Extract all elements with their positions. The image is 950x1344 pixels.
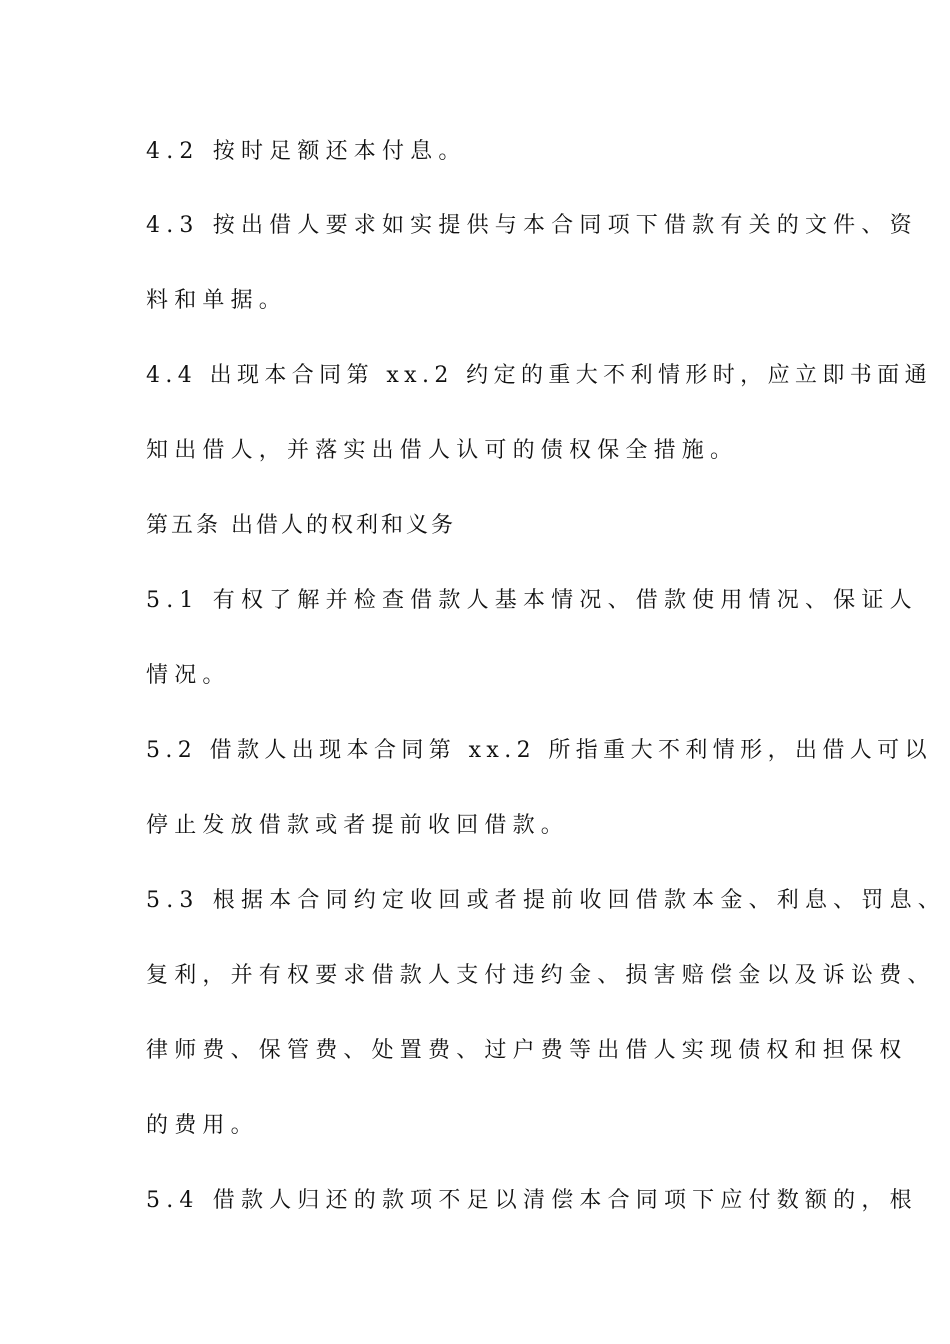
clause-5-4-line-1: 5.4 借款人归还的款项不足以清偿本合同项下应付数额的，根 [146, 1188, 918, 1213]
article-5-heading: 第五条 出借人的权利和义务 [146, 513, 456, 538]
clause-5-3-line-3: 律师费、保管费、处置费、过户费等出借人实现债权和担保权 [146, 1038, 908, 1063]
clause-4-4-line-1: 4.4 出现本合同第 xx.2 约定的重大不利情形时，应立即书面通 [146, 363, 932, 388]
clause-4-3-line-2: 料和单据。 [146, 288, 288, 313]
clause-5-3-line-4: 的费用。 [146, 1113, 259, 1138]
clause-4-4-line-2: 知出借人，并落实出借人认可的债权保全措施。 [146, 438, 739, 463]
clause-5-1-line-2: 情况。 [146, 663, 231, 688]
clause-5-3-line-1: 5.3 根据本合同约定收回或者提前收回借款本金、利息、罚息、 [146, 888, 946, 913]
clause-4-3-line-1: 4.3 按出借人要求如实提供与本合同项下借款有关的文件、资 [146, 213, 918, 238]
clause-5-1-line-1: 5.1 有权了解并检查借款人基本情况、借款使用情况、保证人 [146, 588, 918, 613]
clause-4-2: 4.2 按时足额还本付息。 [146, 139, 467, 164]
clause-5-2-line-1: 5.2 借款人出现本合同第 xx.2 所指重大不利情形，出借人可以 [146, 738, 932, 763]
clause-5-2-line-2: 停止发放借款或者提前收回借款。 [146, 813, 570, 838]
clause-5-3-line-2: 复利，并有权要求借款人支付违约金、损害赔偿金以及诉讼费、 [146, 963, 936, 988]
